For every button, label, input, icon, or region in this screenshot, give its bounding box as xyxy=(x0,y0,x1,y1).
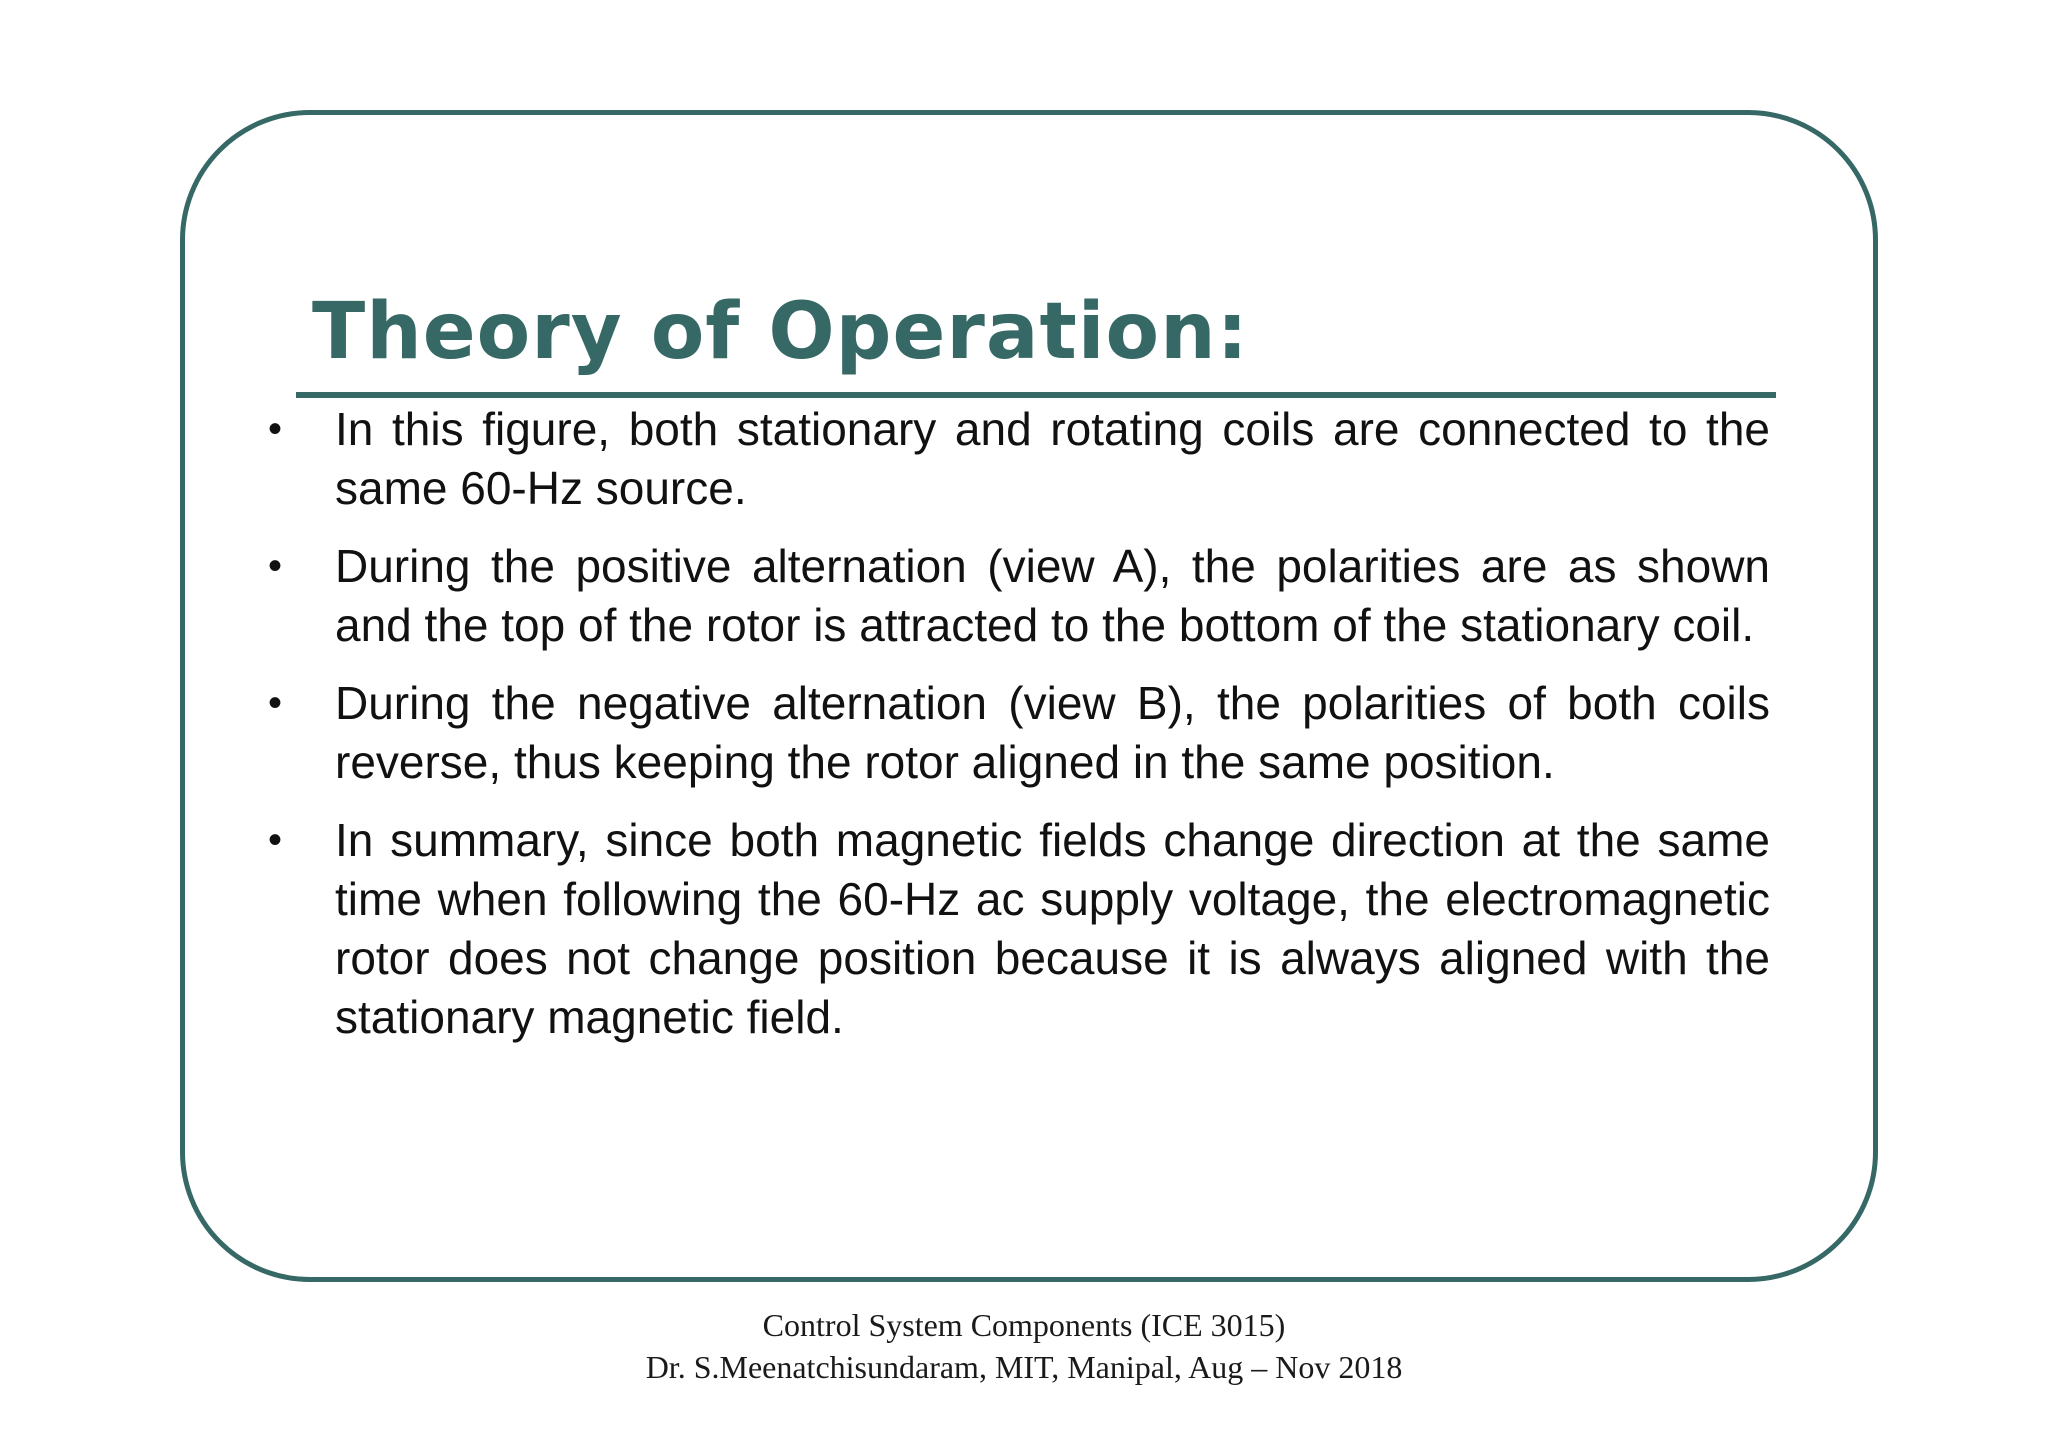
bullet-text: During the positive alternation (view A), the polarities are as shown and the top of the rotor is attracted to the bottom of the stationary coil. xyxy=(335,540,1770,651)
bullet-marker: • xyxy=(268,681,283,725)
bullet-item xyxy=(260,811,1770,1047)
bullet-marker: • xyxy=(268,818,283,862)
bullet-marker: • xyxy=(268,407,283,451)
bullet-text: In this figure, both stationary and rotating coils are connected to the same 60-Hz source. xyxy=(335,403,1770,514)
bullet-item xyxy=(260,674,1770,792)
bullet-item xyxy=(260,400,1770,518)
bullet-list xyxy=(260,400,1770,1066)
footer-author: Dr. S.Meenatchisundaram, MIT, Manipal, Aug – Nov 2018 xyxy=(645,1349,1403,1385)
footer-course: Control System Components (ICE 3015) xyxy=(762,1307,1286,1343)
slide-footer xyxy=(0,1304,2048,1388)
slide-title: Theory of Operation: xyxy=(312,287,1249,377)
bullet-text: During the negative alternation (view B), the polarities of both coils reverse, thus keeping the rotor aligned in the same position. xyxy=(335,677,1770,788)
bullet-item xyxy=(260,537,1770,655)
bullet-marker: • xyxy=(268,544,283,588)
bullet-text: In summary, since both magnetic fields change direction at the same time when following the 60-Hz ac supply voltage, the electromagnetic rotor does not change position because it is always aligned with the stationary magnetic field. xyxy=(335,814,1770,1043)
title-underline xyxy=(296,392,1776,398)
